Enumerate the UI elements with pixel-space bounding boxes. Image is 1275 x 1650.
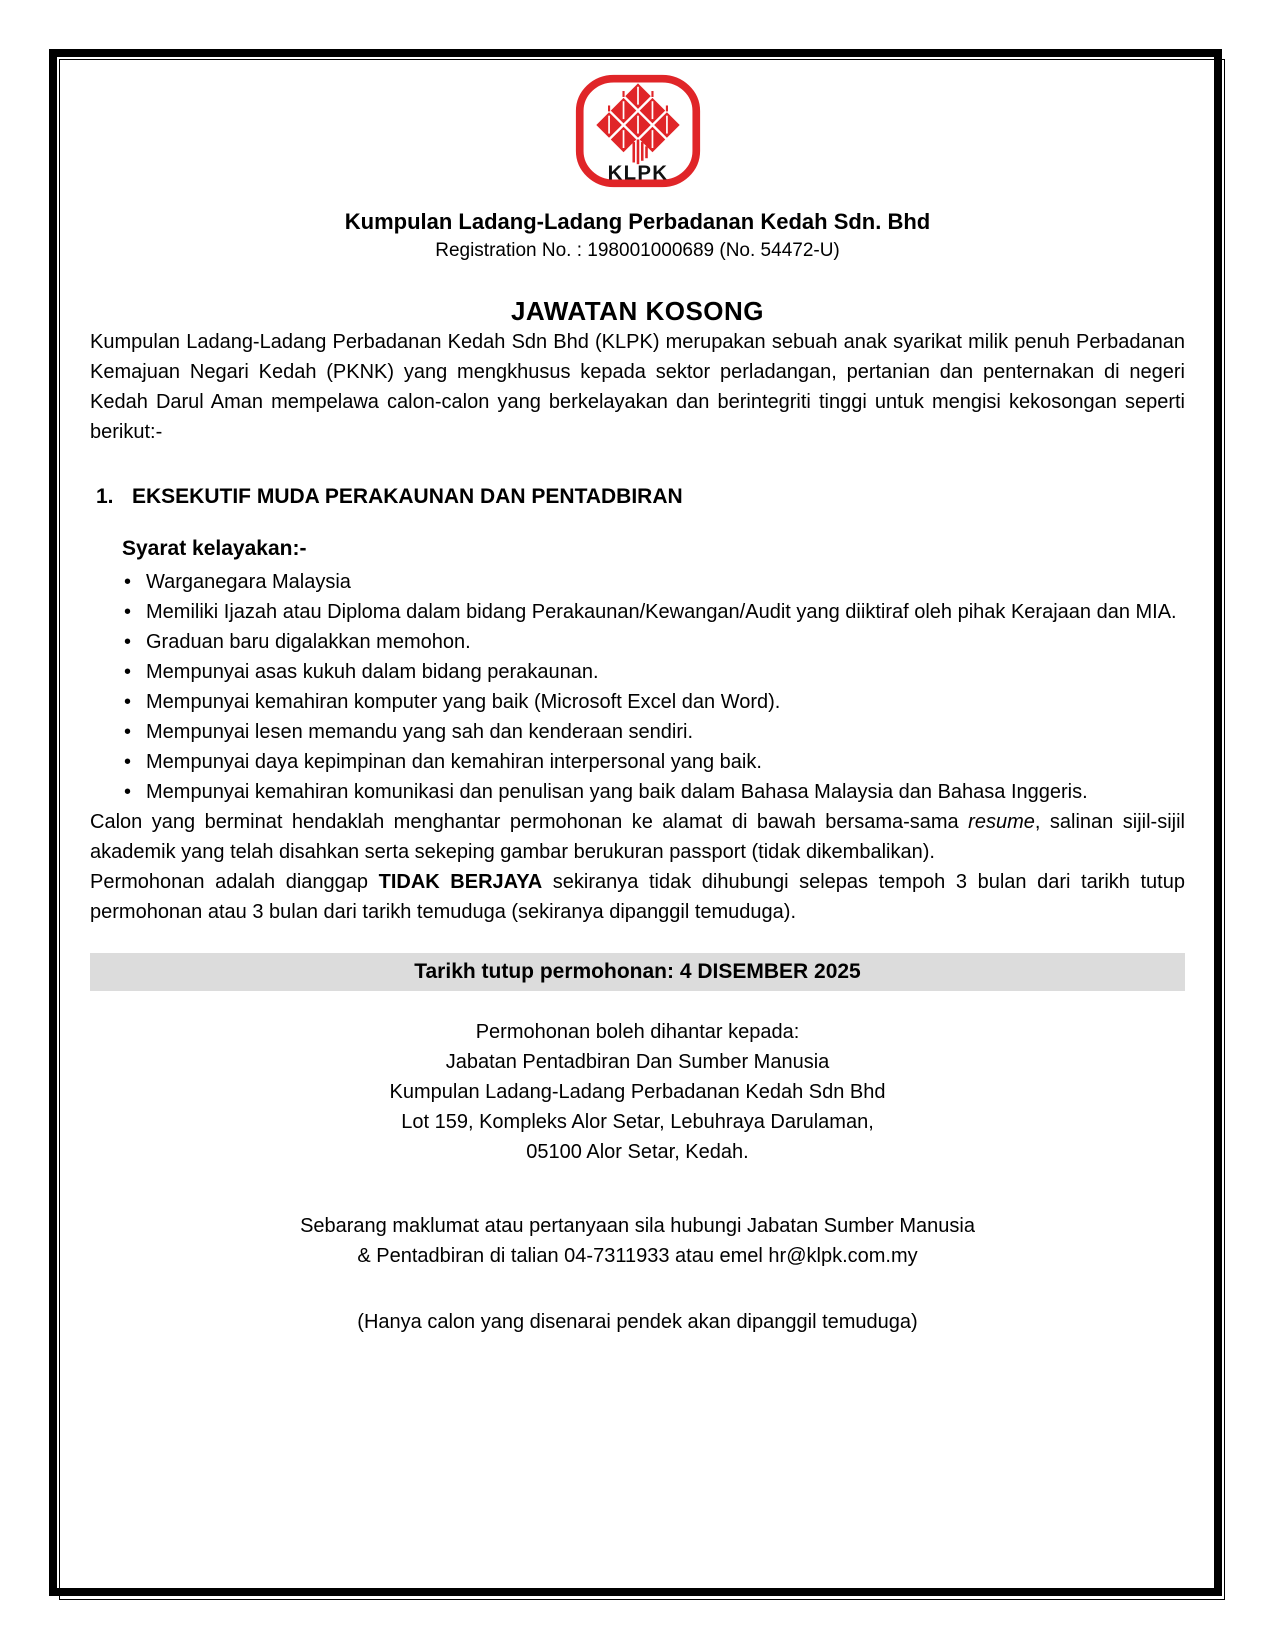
apply-paragraph <box>90 807 1185 867</box>
deadline-banner: Tarikh tutup permohonan: 4 DISEMBER 2025 <box>90 953 1185 991</box>
notice-text-pre: Permohonan adalah dianggap <box>90 871 379 893</box>
contact-line: & Pentadbiran di talian 04-7311933 atau emel hr@klpk.com.my <box>357 1245 918 1267</box>
resume-italic-text: resume <box>968 811 1035 833</box>
logo-container <box>90 74 1185 193</box>
document-content <box>90 68 1185 1334</box>
requirement-item: • Mempunyai kemahiran komputer yang baik (Microsoft Excel dan Word). <box>146 687 1185 717</box>
tidak-berjaya-bold-text: TIDAK BERJAYA <box>378 871 543 893</box>
registration-number: Registration No. : 198001000689 (No. 54472-U) <box>435 240 840 261</box>
klpk-logo-icon <box>574 74 702 188</box>
address-heading: Permohonan boleh dihantar kepada: <box>475 1021 800 1043</box>
requirement-item: • Mempunyai kemahiran komunikasi dan penulisan yang baik dalam Bahasa Malaysia dan Bahasa Inggeris. <box>146 777 1185 807</box>
requirements-list <box>122 567 1185 807</box>
contact-block <box>90 1211 1185 1271</box>
notice-paragraph <box>90 867 1185 927</box>
position-title: EKSEKUTIF MUDA PERAKAUNAN DAN PENTADBIRAN <box>132 485 683 508</box>
address-line: Lot 159, Kompleks Alor Setar, Lebuhraya Darulaman, <box>401 1111 874 1133</box>
notice-text-post: sekiranya tidak dihubungi selepas tempoh 3 bulan dari tarikh tutup permohonan atau 3 bulan dari tarikh temuduga (sekiranya dipanggil temuduga). <box>90 871 1185 923</box>
requirements-heading: Syarat kelayakan:- <box>122 537 307 560</box>
address-block <box>90 1017 1185 1167</box>
position-heading <box>90 485 1185 509</box>
footnote: (Hanya calon yang disenarai pendek akan dipanggil temuduga) <box>357 1311 918 1333</box>
apply-text-pre: Calon yang berminat hendaklah menghantar permohonan ke alamat di bawah bersama-sama <box>90 811 969 833</box>
logo-text: KLPK <box>607 162 668 185</box>
company-name: Kumpulan Ladang-Ladang Perbadanan Kedah Sdn. Bhd <box>344 209 931 234</box>
requirement-item: • Graduan baru digalakkan memohon. <box>146 627 1185 657</box>
requirement-item: • Mempunyai lesen memandu yang sah dan kenderaan sendiri. <box>146 717 1185 747</box>
position-number: 1. <box>96 485 114 508</box>
address-line: Kumpulan Ladang-Ladang Perbadanan Kedah Sdn Bhd <box>389 1081 886 1103</box>
address-line: Jabatan Pentadbiran Dan Sumber Manusia <box>445 1051 830 1073</box>
requirement-item: • Mempunyai daya kepimpinan dan kemahiran interpersonal yang baik. <box>146 747 1185 777</box>
requirement-item: • Mempunyai asas kukuh dalam bidang perakaunan. <box>146 657 1185 687</box>
apply-text-post: , salinan sijil-sijil akademik yang telah disahkan serta sekeping gambar berukuran passport (tidak dikembalikan). <box>90 811 1185 863</box>
intro-paragraph: Kumpulan Ladang-Ladang Perbadanan Kedah Sdn Bhd (KLPK) merupakan sebuah anak syarikat milik penuh Perbadanan Kemajuan Negari Kedah (PKNK) yang mengkhusus kepada sektor perladangan, pertanian dan penternakan di negeri Kedah Darul Aman mempelawa calon-calon yang berkelayakan dan berintegriti tinggi untuk mengisi kekosongan seperti berikut:- <box>90 331 1185 443</box>
requirement-item: • Warganegara Malaysia <box>146 567 1185 597</box>
page-title: JAWATAN KOSONG <box>510 296 765 326</box>
requirement-item: • Memiliki Ijazah atau Diploma dalam bidang Perakaunan/Kewangan/Audit yang diiktiraf oleh pihak Kerajaan dan MIA. <box>146 597 1185 627</box>
contact-line: Sebarang maklumat atau pertanyaan sila hubungi Jabatan Sumber Manusia <box>300 1215 975 1237</box>
address-line: 05100 Alor Setar, Kedah. <box>526 1141 749 1163</box>
